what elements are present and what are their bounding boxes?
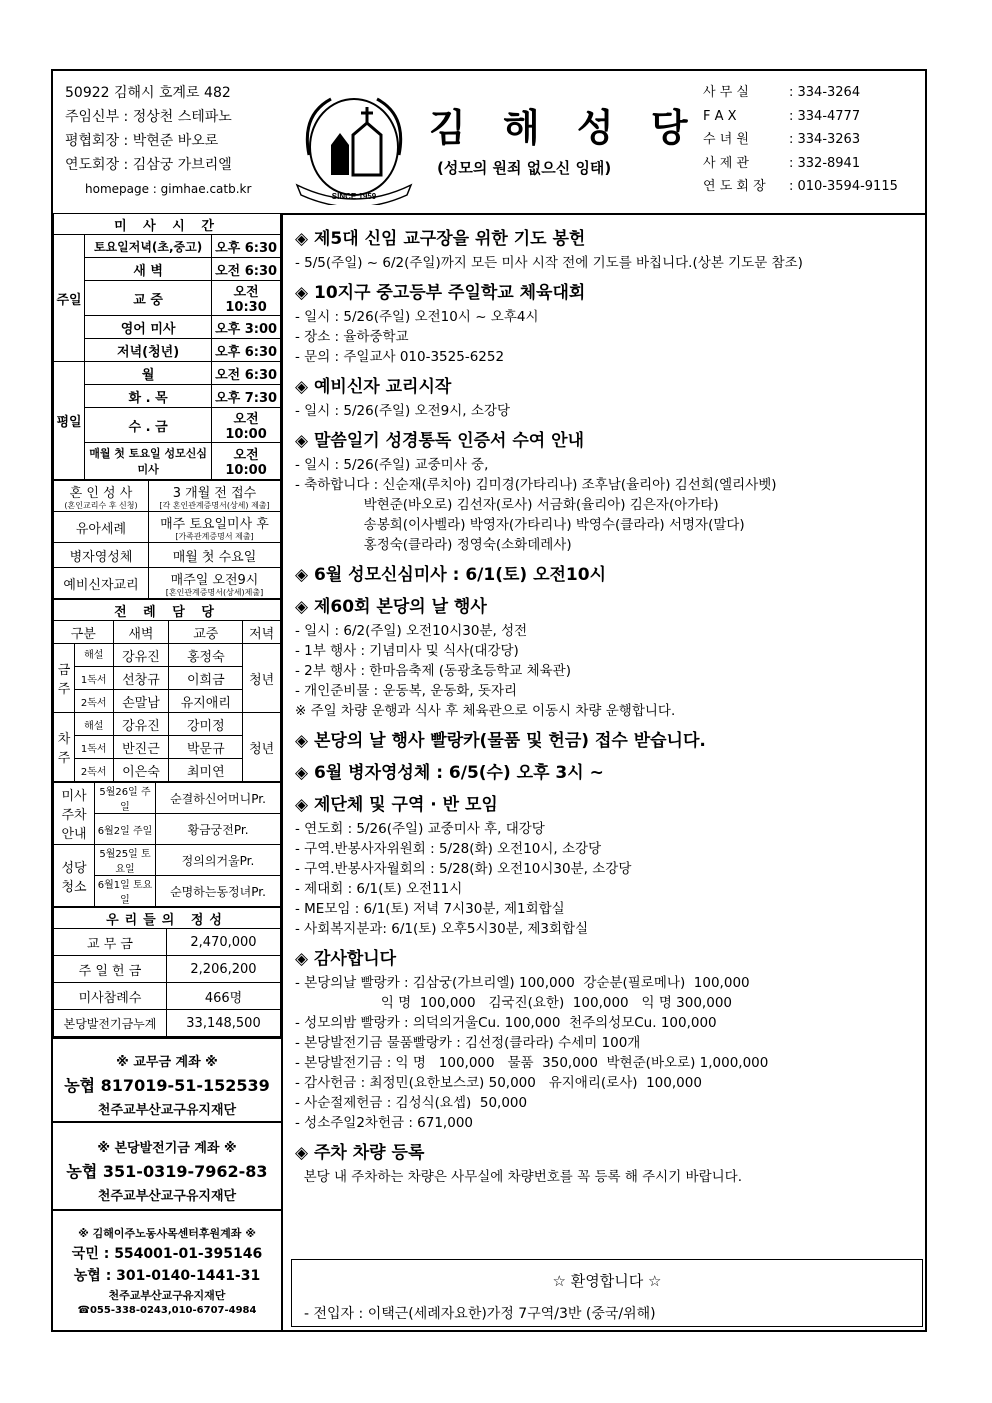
announcement-heading: ◈ 제5대 신임 교구장을 위한 기도 봉헌 [295,229,586,249]
parish-title: 김 해 성 당 [429,105,700,150]
address: 50922 김해시 호계로 482 [65,85,231,101]
announcement-line: - 5/5(주일) ~ 6/2(주일)까지 모든 미사 시작 전에 기도를 바칩니다.(상본 기도문 참조) [295,255,803,271]
parish-logo-icon [291,85,417,205]
announcement-line: - 문의 : 주일교사 010-3525-6252 [295,349,505,365]
contact-row: 사 제 관 : 332-8941 [703,155,861,171]
announcement-line: - ME모임 : 6/1(토) 저녁 7시30분, 제1회합실 [295,901,565,917]
sidebar [53,213,283,1332]
contact-list [703,81,898,199]
announcement-section [295,375,925,421]
announcement-line: ※ 주일 차량 운행과 식사 후 체육관으로 이동시 차량 운행합니다. [295,703,676,719]
parish-subtitle: (성모의 원죄 없으신 잉태) [437,159,612,177]
announcement-heading: ◈ 제60회 본당의 날 행사 [295,597,487,617]
sunday-label: 주일 [54,235,85,362]
announcements [285,213,925,1332]
announcement-line: - 감사헌금 : 최정민(요한보스코) 50,000 유지애리(로사) 100,000 [295,1075,702,1091]
announcement-line: - 개인준비물 : 운동복, 운동화, 돗자리 [295,683,518,699]
announcement-heading: ◈ 6월 성모신심미사 : 6/1(토) 오전10시 [295,565,606,585]
announcement-heading: ◈ 본당의 날 행사 빨랑카(물품 및 헌금) 접수 받습니다. [295,731,706,751]
account-school-fee: ※ 교무금 계좌 ※ 농협 817019-51-152539 천주교부산교구유지재단 [53,1037,281,1121]
announcement-line: - 성모의밤 빨랑카 : 의덕의거울Cu. 100,000 천주의성모Cu. 100,000 [295,1015,717,1031]
pastor: 주임신부 : 정상천 스테파노 [65,109,232,125]
account-development-fund: ※ 본당발전기금 계좌 ※ 농협 351-0319-7962-83 천주교부산교구유지재단 [53,1121,281,1209]
announcement-section [295,563,925,587]
announcement-line: - 축하합니다 : 신순재(루치아) 김미경(가타리나) 조후남(율리아) 김선희(엘리사벳) [295,477,777,493]
announcement-heading: ◈ 6월 병자영성체 : 6/5(수) 오후 3시 ~ [295,763,604,783]
announcement-line: 송봉희(이사벨라) 박영자(가타리나) 박영수(클라라) 서명자(말다) [295,517,745,533]
announcement-line: - 1부 행사 : 기념미사 및 식사(대강당) [295,643,519,659]
announcement-heading: ◈ 제단체 및 구역 · 반 모임 [295,795,498,815]
announcement-line: - 사순절제헌금 : 김성식(요셉) 50,000 [295,1095,528,1111]
welcome-body: - 전입자 : 이택근(세례자요한)가정 7구역/3반 (중국/위해) [304,1306,656,1322]
elder-head: 연도회장 : 김삼궁 가브리엘 [65,157,232,173]
announcement-line: - 구역.반봉사자월회의 : 5/28(화) 오전10시30분, 소강당 [295,861,632,877]
announcement-line: - 일시 : 5/26(주일) 교중미사 중, [295,457,489,473]
announcement-line: 박현준(바오로) 김선자(로사) 서금화(율리아) 김은자(아가타) [295,497,719,513]
announcement-section [295,281,925,367]
announcement-line: - 제대회 : 6/1(토) 오전11시 [295,881,463,897]
bulletin-frame [51,69,927,1332]
contact-row: F A X : 334-4777 [703,108,861,124]
announcement-heading: ◈ 10지구 중고등부 주일학교 체육대회 [295,283,586,303]
announcement-section [295,761,925,785]
announcement-heading: ◈ 말씀일기 성경통독 인증서 수여 안내 [295,431,584,451]
duty-table: 미사 주차 안내 5월26일 주일 순결하신어머니Pr. 6월2일 주일 황금궁전Pr. 성당 청소 5월25일 토요일 정의의거울Pr. 6월1일 토요일 순명하는동정녀Pr. [53,782,281,907]
homepage: homepage : gimhae.catb.kr [85,182,252,196]
contact-row: 사 무 실 : 334-3264 [703,85,861,100]
announcement-line: - 일시 : 6/2(주일) 오전10시30분, 성전 [295,623,528,639]
contact-row: 연 도 회 장 : 010-3594-9115 [703,179,898,194]
announcement-line: - 장소 : 율하중학교 [295,329,409,345]
announcement-line: 익 명 100,000 김국진(요한) 100,000 익 명 300,000 [295,995,732,1011]
announcement-heading: ◈ 예비신자 교리시작 [295,377,452,397]
announcement-section [295,429,925,555]
council-head: 평협회장 : 박현준 바오로 [65,133,219,149]
announcement-heading: ◈ 감사합니다 [295,949,397,969]
announcement-line: - 본당발전기금 : 익 명 100,000 물품 350,000 박현준(바오로) 1,000,000 [295,1055,769,1071]
mass-schedule-table: 미 사 시 간 주일 토요일저녁(초,중고) 오후 6:30 새 벽 오전 6:30 교 중 오전 10:30 영어 미사 오후 3:00 저녁(청년) 오후 6:30 평일 월 오전 6:30 화 . 목 오후 7:30 수 . 금 오전 10:00 매월 첫 토요일 성모신심미사 오전 10:00 [53,213,281,480]
account-migrant-center: ※ 김해이주노동사목센터후원계좌 ※ 국민 : 554001-01-395146 농협 : 301-0140-1441-31 천주교부산교구유지재단 ☎055-338-0243,010-6707-4984 [53,1209,281,1329]
announcement-section [295,947,925,1133]
mass-title: 미 사 시 간 [54,214,281,235]
svg-text:SINCE 1959: SINCE 1959 [331,192,377,201]
weekday-label: 평일 [54,362,85,480]
welcome-box [291,1259,923,1327]
announcement-line: - 본당의날 빨랑카 : 김삼궁(가브리엘) 100,000 강순분(필로메나) 100,000 [295,975,750,991]
announcement-line: 본당 내 주차하는 차량은 사무실에 차량번호를 꼭 등록 해 주시기 바랍니다. [295,1169,743,1185]
announcement-section [295,595,925,721]
announcement-section [295,793,925,939]
header [53,71,925,215]
announcement-line: - 일시 : 5/26(주일) 오전10시 ~ 오후4시 [295,309,539,325]
announcement-line: - 일시 : 5/26(주일) 오전9시, 소강당 [295,403,511,419]
announcement-line: 홍정숙(클라라) 정영숙(소화데레사) [295,537,572,553]
announcement-heading: ◈ 주차 차량 등록 [295,1143,425,1163]
announcement-line: - 연도회 : 5/26(주일) 교중미사 후, 대강당 [295,821,545,837]
sacraments-table: 혼 인 성 사 (혼인교리수 후 신청) 3 개월 전 접수 [각 혼인관계증명서(상세) 제출] 유아세례 매주 토요일미사 후 [가족관계증명서 제출] 병자영성체 매월 첫 수요일 예비신자교리 매주일 오전9시 [혼인관계증명서(상세)제출] [53,480,281,599]
liturgy-table: 전 례 담 당 구분 새벽 교중 저녁 금주 해설 강유진 홍정숙 청년 1독서 선창규 이희금 2독서 손말남 유지애리 차주 해설 강유진 강미정 청년 1독서 반진근 박문규 2독서 이은숙 최미연 [53,599,281,782]
announcement-line: - 성소주일2차헌금 : 671,000 [295,1115,473,1131]
announcement-line: - 사회복지분과: 6/1(토) 오후5시30분, 제3회합실 [295,921,589,937]
announcement-line: - 구역.반봉사자위원회 : 5/28(화) 오전10시, 소강당 [295,841,602,857]
announcement-section [295,227,925,273]
welcome-title: ☆ 환영합니다 ☆ [552,1272,662,1290]
parish-info [65,81,251,201]
contact-row: 수 녀 원 : 334-3263 [703,132,861,147]
announcement-section [295,729,925,753]
offering-table: 우리들의 정성 교 무 금 2,470,000 주 일 헌 금 2,206,200 미사참례수 466명 본당발전기금누계 33,148,500 [53,907,281,1037]
announcement-line: - 2부 행사 : 한마음축제 (동광초등학교 체육관) [295,663,571,679]
announcement-line: - 본당발전기금 물품빨랑카 : 김선정(클라라) 수세미 100개 [295,1035,641,1051]
announcement-section [295,1141,925,1187]
